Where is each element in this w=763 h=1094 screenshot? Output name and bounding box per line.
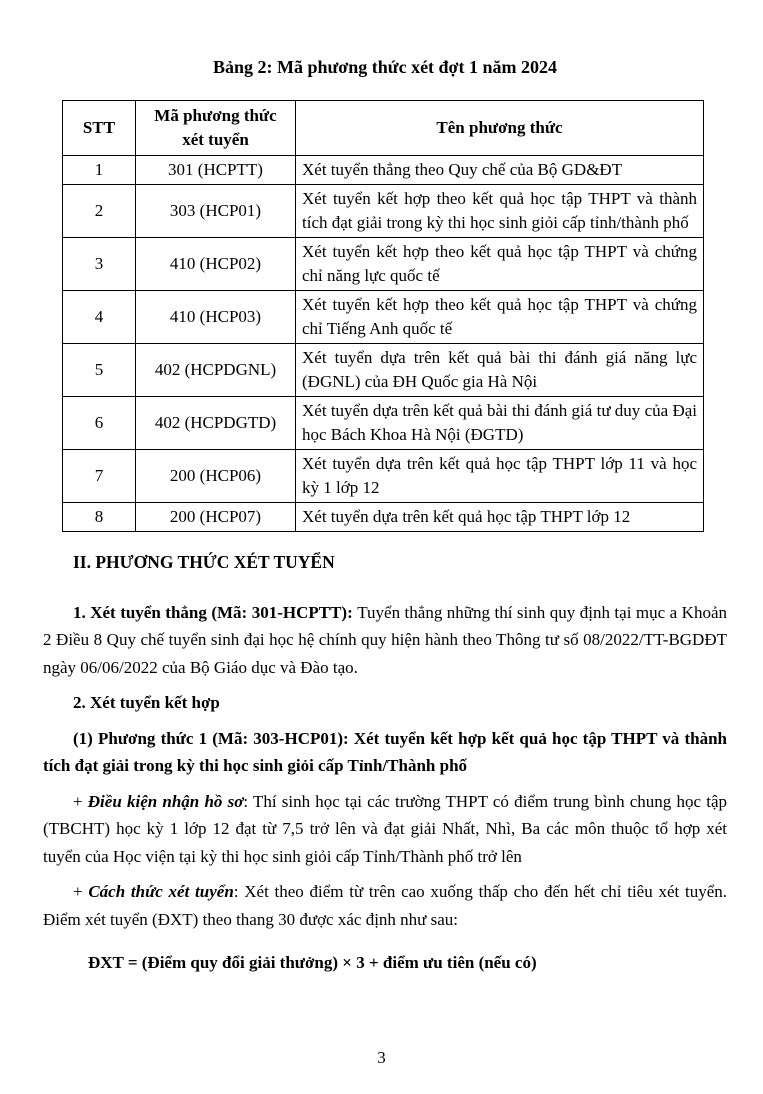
cell-code: 402 (HCPDGNL)	[136, 344, 296, 397]
cell-name: Xét tuyển dựa trên kết quả bài thi đánh giá năng lực (ĐGNL) của ĐH Quốc gia Hà Nội	[296, 344, 704, 397]
table-row	[63, 238, 704, 291]
cell-code: 301 (HCPTT)	[136, 156, 296, 185]
paragraph-xet-tuyen-ket-hop: 2. Xét tuyển kết hợp	[73, 693, 220, 712]
cell-stt: 4	[63, 291, 136, 344]
condition-label: Điều kiện nhận hồ sơ	[87, 791, 244, 811]
paragraph-text: : Xét theo điểm từ trên cao xuống thấp cho đến hết chỉ tiêu xét tuyển. Điểm xét tuyển (ĐXT) theo thang 30 được xác định như sau:	[43, 882, 727, 929]
section-body	[43, 549, 727, 977]
plus-marker: +	[73, 791, 88, 811]
header-method-code: Mã phương thức xét tuyển	[136, 101, 296, 156]
cell-stt: 3	[63, 238, 136, 291]
paragraph-text: : Thí sinh học tại các trường THPT có điểm trung bình chung học tập (TBCHT) học kỳ 1 lớp 12 đạt từ 7,5 trở lên và đạt giải Nhất, Nhì, Ba các môn thuộc tổ hợp xét tuyển của Học viện tại kỳ thi học sinh giỏi cấp Tỉnh/Thành phố trở lên	[43, 791, 728, 866]
table-row	[63, 450, 704, 503]
cell-code: 200 (HCP07)	[136, 503, 296, 532]
header-method-name: Tên phương thức	[296, 101, 704, 156]
cell-stt: 8	[63, 503, 136, 532]
cell-name: Xét tuyển dựa trên kết quả học tập THPT lớp 12	[296, 503, 704, 532]
score-formula: ĐXT = (Điểm quy đổi giải thưởng) × 3 + điểm ưu tiên (nếu có)	[88, 953, 537, 972]
table-row	[63, 291, 704, 344]
plus-marker: +	[73, 882, 89, 901]
paragraph-lead-bold: 1. Xét tuyển thẳng (Mã: 301-HCPTT):	[73, 602, 358, 622]
paragraph-text: Tuyển thẳng những thí sinh quy định tại mục a Khoản 2 Điều 8 Quy chế tuyển sinh đại học hệ chính quy hiện hành theo Thông tư số 08/2022/TT-BGDĐT ngày 06/06/2022 của Bộ Giáo dục và Đào tạo.	[43, 602, 727, 677]
admission-method-table	[62, 100, 704, 532]
method-label: Cách thức xét tuyển	[88, 882, 234, 901]
cell-code: 200 (HCP06)	[136, 450, 296, 503]
cell-code: 410 (HCP02)	[136, 238, 296, 291]
cell-code: 410 (HCP03)	[136, 291, 296, 344]
cell-stt: 7	[63, 450, 136, 503]
table-header-row	[63, 101, 704, 156]
table-row	[63, 503, 704, 532]
header-stt: STT	[63, 101, 136, 156]
table-caption: Bảng 2: Mã phương thức xét đợt 1 năm 2024	[212, 57, 558, 77]
cell-name: Xét tuyển kết hợp theo kết quả học tập THPT và chứng chỉ Tiếng Anh quốc tế	[296, 291, 704, 344]
cell-name: Xét tuyển thẳng theo Quy chế của Bộ GD&ĐT	[296, 156, 704, 185]
cell-code: 303 (HCP01)	[136, 185, 296, 238]
cell-stt: 2	[63, 185, 136, 238]
cell-stt: 1	[63, 156, 136, 185]
cell-stt: 6	[63, 397, 136, 450]
paragraph-dieu-kien	[43, 788, 727, 871]
cell-name: Xét tuyển kết hợp theo kết quả học tập THPT và chứng chỉ năng lực quốc tế	[296, 238, 704, 291]
section-heading: II. PHƯƠNG THỨC XÉT TUYỂN	[73, 552, 335, 572]
table-row	[63, 156, 704, 185]
paragraph-cach-thuc	[43, 878, 727, 933]
table-row	[63, 397, 704, 450]
cell-name: Xét tuyển kết hợp theo kết quả học tập THPT và thành tích đạt giải trong kỳ thi học sinh giỏi cấp tỉnh/thành phố	[296, 185, 704, 238]
cell-name: Xét tuyển dựa trên kết quả bài thi đánh giá tư duy của Đại học Bách Khoa Hà Nội (ĐGTD)	[296, 397, 704, 450]
table-row	[63, 185, 704, 238]
cell-stt: 5	[63, 344, 136, 397]
page-number: 3	[377, 1048, 386, 1067]
table-row	[63, 344, 704, 397]
cell-name: Xét tuyển dựa trên kết quả học tập THPT lớp 11 và học kỳ 1 lớp 12	[296, 450, 704, 503]
paragraph-xet-tuyen-thang	[43, 599, 727, 682]
cell-code: 402 (HCPDGTD)	[136, 397, 296, 450]
paragraph-phuong-thuc-1: (1) Phương thức 1 (Mã: 303-HCP01): Xét tuyển kết hợp kết quả học tập THPT và thành tích đạt giải trong kỳ thi học sinh giỏi cấp Tỉnh/Thành phố	[43, 728, 727, 775]
